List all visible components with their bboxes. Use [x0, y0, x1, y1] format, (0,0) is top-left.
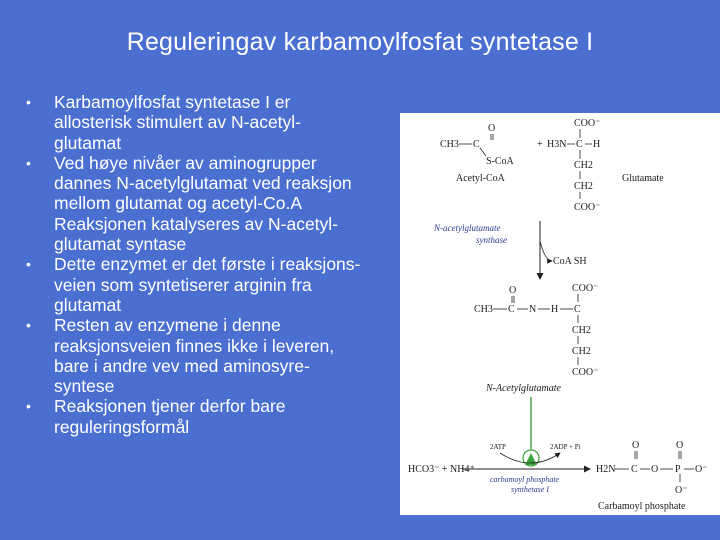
- reaction-diagram-svg: [400, 113, 720, 515]
- bullet-text: Reaksjonen tjener derfor bare: [54, 396, 286, 417]
- coa-release-arrow: [540, 241, 552, 261]
- oxygen-atom: O: [651, 464, 659, 475]
- n-acetylglutamate-label: N-Acetylglutamate: [486, 383, 561, 394]
- carbamoyl-phosphate-synthetase-label: synthetase I: [511, 485, 549, 494]
- methylene-group: CH2: [574, 181, 593, 192]
- s-coa-group: S-CoA: [486, 156, 514, 167]
- oxygen-atom: O⁻: [675, 485, 688, 496]
- n-acetylglutamate-structure: [474, 283, 598, 394]
- glutamate-structure: [537, 118, 664, 213]
- oxygen-atom: O: [509, 285, 517, 296]
- substrates-label: HCO3⁻ + NH4⁺: [408, 464, 475, 475]
- bullet-dot: •: [26, 317, 31, 334]
- bullet-item: [22, 254, 410, 315]
- carbon-atom: C: [631, 464, 638, 475]
- glutamate-label: Glutamate: [622, 173, 664, 184]
- bullet-text: bare i andre vev med aminosyre-: [54, 355, 310, 376]
- carbon-atom: C: [508, 304, 515, 315]
- atp-label: 2ATP: [490, 443, 506, 451]
- phosphorus-atom: P: [675, 464, 681, 475]
- alpha-carbon: C: [574, 304, 581, 315]
- carbamoyl-phosphate-structure: [596, 440, 708, 512]
- carboxylate-group: COO⁻: [574, 118, 601, 129]
- methylene-group: CH2: [574, 160, 593, 171]
- methylene-group: CH2: [572, 346, 591, 357]
- hydrogen-atom: H: [551, 304, 559, 315]
- carboxylate-group: COO⁻: [572, 367, 599, 378]
- bullet-text: Ved høye nivåer av aminogrupper: [54, 152, 317, 173]
- slide-title: Reguleringav karbamoylfosfat syntetase I: [126, 28, 594, 56]
- oxygen-atom: O⁻: [695, 464, 708, 475]
- bullet-item: [22, 315, 410, 396]
- bullet-text: glutamat: [54, 132, 122, 153]
- methyl-group: CH3: [440, 139, 459, 150]
- bullet-item: [22, 153, 410, 214]
- oxygen-atom: O: [488, 123, 496, 134]
- amino-group: H3N: [547, 139, 567, 150]
- coa-sh-label: CoA SH: [553, 256, 587, 267]
- bullet-text: allosterisk stimulert av N-acetyl-: [54, 112, 301, 133]
- amino-group: H2N: [596, 464, 616, 475]
- carboxylate-group: COO⁻: [574, 202, 601, 213]
- bullet-text: glutamat syntase: [54, 234, 187, 255]
- bullet-list: [22, 92, 410, 437]
- n-acetylglutamate-synthase-label: synthase: [476, 235, 507, 245]
- carboxylate-group: COO⁻: [572, 283, 599, 294]
- methyl-group: CH3: [474, 304, 493, 315]
- bullet-item: [22, 396, 410, 437]
- bullet-dot: •: [26, 154, 31, 171]
- plus-sign: +: [537, 139, 543, 150]
- bullet-text: Reaksjonen katalyseres av N-acetyl-: [54, 213, 339, 234]
- reaction-diagram: [400, 113, 720, 515]
- bullet-text: reguleringsformål: [54, 416, 190, 437]
- bullet-text: reaksjonsveien finnes ikke i leveren,: [54, 335, 335, 356]
- oxygen-atom: O: [676, 440, 684, 451]
- bullet-text: glutamat: [54, 294, 122, 315]
- acetyl-coa-label: Acetyl-CoA: [456, 173, 505, 184]
- carbamoyl-phosphate-label: Carbamoyl phosphate: [598, 501, 686, 512]
- bullet-text: syntese: [54, 376, 115, 397]
- bullet-text: Dette enzymet er det første i reaksjons-: [54, 254, 361, 275]
- bullet-text: dannes N-acetylglutamat ved reaksjon: [54, 173, 352, 194]
- acetyl-coa-structure: [440, 123, 515, 184]
- nitrogen-atom: N: [529, 304, 537, 315]
- methylene-group: CH2: [572, 325, 591, 336]
- bullet-text: mellom glutamat og acetyl-Co.A: [54, 193, 303, 214]
- n-acetylglutamate-synthase-label: N-acetylglutamate: [434, 223, 501, 233]
- carbon-atom: C: [473, 139, 480, 150]
- bullet-dot: •: [26, 398, 31, 415]
- carbamoyl-phosphate-synthetase-label: carbamoyl phosphate: [490, 475, 560, 484]
- oxygen-atom: O: [632, 440, 640, 451]
- alpha-carbon: C: [576, 139, 583, 150]
- bullet-text: Karbamoylfosfat syntetase I er: [54, 92, 291, 112]
- bullet-text: Resten av enzymene i denne: [54, 315, 281, 336]
- bullet-item: [0, 214, 410, 255]
- bullet-dot: •: [26, 94, 31, 110]
- bullet-item: [22, 92, 410, 153]
- adp-label: 2ADP + Pi: [550, 443, 581, 451]
- bullet-dot: •: [26, 256, 31, 273]
- bullet-text: veien som syntetiserer arginin fra: [54, 274, 312, 295]
- hydrogen-atom: H: [593, 139, 601, 150]
